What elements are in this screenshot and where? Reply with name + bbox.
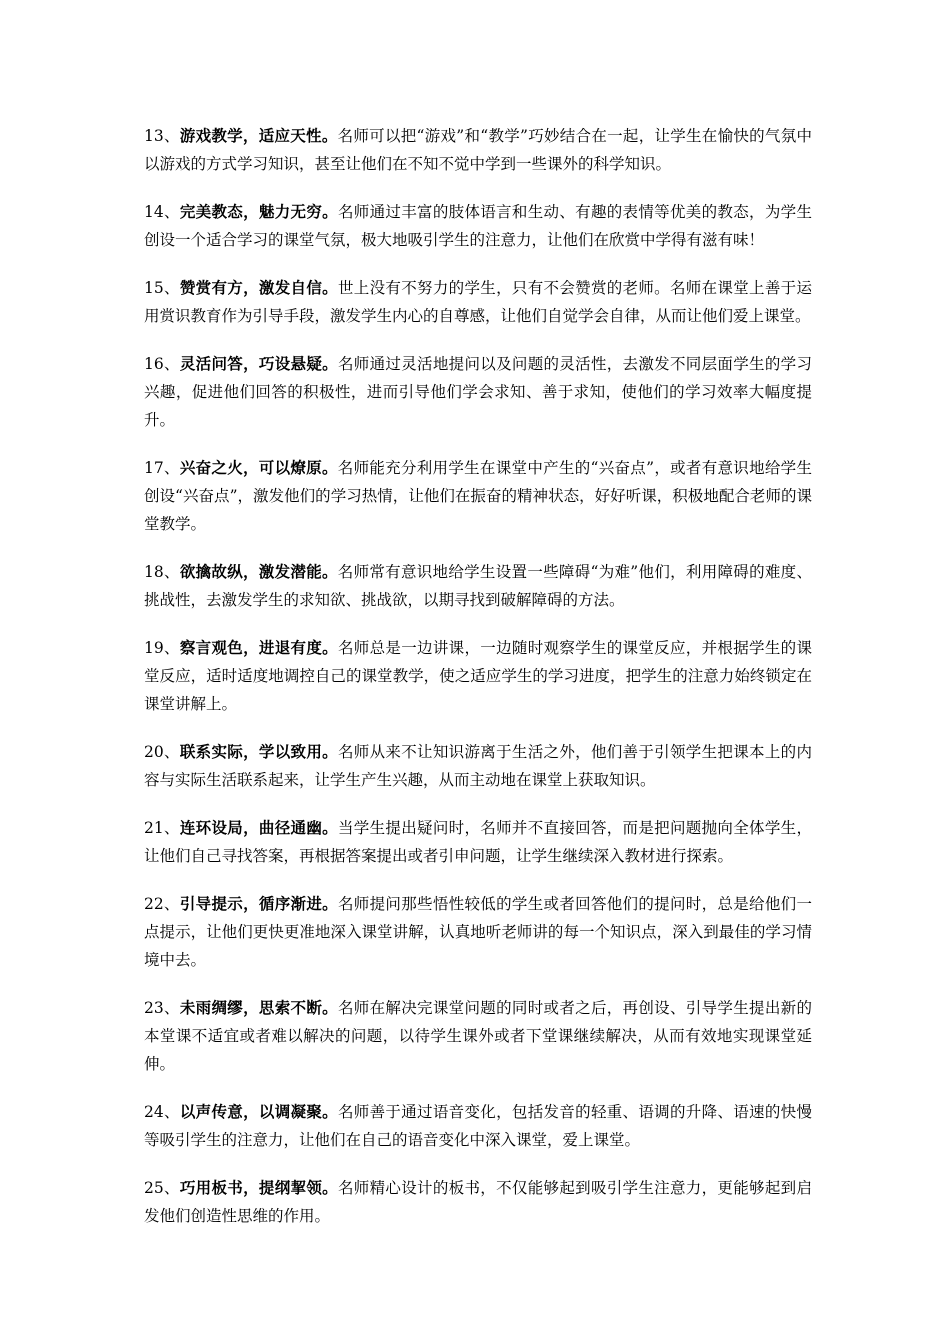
paragraph-22 <box>144 890 812 974</box>
item-number: 19、 <box>144 639 180 657</box>
item-heading: 引导提示，循序渐进。 <box>179 894 338 913</box>
item-heading: 察言观色，进退有度。 <box>179 638 338 657</box>
item-number: 18、 <box>144 563 180 581</box>
item-heading: 完美教态，魅力无穷。 <box>179 202 338 221</box>
item-body: 名师精心设计的板书，不仅能够起到吸引学生注意力，更能够起到启发他们创造性思维的作用。 <box>144 1179 812 1225</box>
item-number: 25、 <box>144 1179 180 1197</box>
item-body: 名师通过灵活地提问以及问题的灵活性，去激发不同层面学生的学习兴趣，促进他们回答的积极性，进而引导他们学会求知、善于求知，使他们的学习效率大幅度提升。 <box>144 355 812 429</box>
paragraph-16 <box>144 350 812 434</box>
item-heading: 灵活问答，巧设悬疑。 <box>179 354 338 373</box>
item-number: 14、 <box>144 203 180 221</box>
paragraph-17 <box>144 454 812 538</box>
item-number: 21、 <box>144 819 180 837</box>
paragraph-21 <box>144 814 812 870</box>
item-body: 名师善于通过语音变化，包括发音的轻重、语调的升降、语速的快慢等吸引学生的注意力，让他们在自己的语音变化中深入课堂，爱上课堂。 <box>144 1103 812 1149</box>
item-number: 22、 <box>144 895 180 913</box>
item-body: 名师通过丰富的肢体语言和生动、有趣的表情等优美的教态，为学生创设一个适合学习的课堂气氛，极大地吸引学生的注意力，让他们在欣赏中学得有滋有味！ <box>144 203 812 249</box>
item-body: 世上没有不努力的学生，只有不会赞赏的老师。名师在课堂上善于运用赏识教育作为引导手段，激发学生内心的自尊感，让他们自觉学会自律，从而让他们爱上课堂。 <box>144 279 812 325</box>
item-heading: 游戏教学，适应天性。 <box>179 126 338 145</box>
item-heading: 联系实际，学以致用。 <box>179 742 338 761</box>
item-body: 名师从来不让知识游离于生活之外，他们善于引领学生把课本上的内容与实际生活联系起来，让学生产生兴趣，从而主动地在课堂上获取知识。 <box>144 743 812 789</box>
item-heading: 连环设局，曲径通幽。 <box>179 818 338 837</box>
item-heading: 赞赏有方，激发自信。 <box>179 278 338 297</box>
item-body: 名师提问那些悟性较低的学生或者回答他们的提问时，总是给他们一点提示，让他们更快更准地深入课堂讲解，认真地听老师讲的每一个知识点，深入到最佳的学习情境中去。 <box>144 895 812 969</box>
item-body: 名师在解决完课堂问题的同时或者之后，再创设、引导学生提出新的本堂课不适宜或者难以解决的问题，以待学生课外或者下堂课继续解决，从而有效地实现课堂延伸。 <box>144 999 812 1073</box>
item-body: 当学生提出疑问时，名师并不直接回答，而是把问题抛向全体学生，让他们自己寻找答案，再根据答案提出或者引申问题，让学生继续深入教材进行探索。 <box>144 819 812 865</box>
paragraph-23 <box>144 994 812 1078</box>
item-number: 16、 <box>144 355 180 373</box>
item-number: 13、 <box>144 127 180 145</box>
item-heading: 未雨绸缪，思索不断。 <box>179 998 338 1017</box>
item-body: 名师能充分利用学生在课堂中产生的“兴奋点”，或者有意识地给学生创设“兴奋点”，激发他们的学习热情，让他们在振奋的精神状态，好好听课，积极地配合老师的课堂教学。 <box>144 459 812 533</box>
item-number: 15、 <box>144 279 180 297</box>
document-page <box>144 122 812 1250</box>
item-number: 17、 <box>144 459 180 477</box>
paragraph-25 <box>144 1174 812 1230</box>
item-heading: 巧用板书，提纲挈领。 <box>179 1178 338 1197</box>
item-heading: 兴奋之火，可以燎原。 <box>179 458 338 477</box>
item-heading: 欲擒故纵，激发潜能。 <box>179 562 338 581</box>
item-body: 名师总是一边讲课，一边随时观察学生的课堂反应，并根据学生的课堂反应，适时适度地调控自己的课堂教学，使之适应学生的学习进度，把学生的注意力始终锁定在课堂讲解上。 <box>144 639 812 713</box>
paragraph-18 <box>144 558 812 614</box>
item-number: 20、 <box>144 743 180 761</box>
paragraph-24 <box>144 1098 812 1154</box>
item-number: 23、 <box>144 999 180 1017</box>
item-heading: 以声传意，以调凝聚。 <box>179 1102 338 1121</box>
item-number: 24、 <box>144 1103 180 1121</box>
item-body: 名师常有意识地给学生设置一些障碍“为难”他们，利用障碍的难度、挑战性，去激发学生的求知欲、挑战欲，以期寻找到破解障碍的方法。 <box>144 563 812 609</box>
item-body: 名师可以把“游戏”和“教学”巧妙结合在一起，让学生在愉快的气氛中以游戏的方式学习知识，甚至让他们在不知不觉中学到一些课外的科学知识。 <box>144 127 812 173</box>
paragraph-13 <box>144 122 812 178</box>
paragraph-15 <box>144 274 812 330</box>
paragraph-14 <box>144 198 812 254</box>
paragraph-19 <box>144 634 812 718</box>
paragraph-20 <box>144 738 812 794</box>
